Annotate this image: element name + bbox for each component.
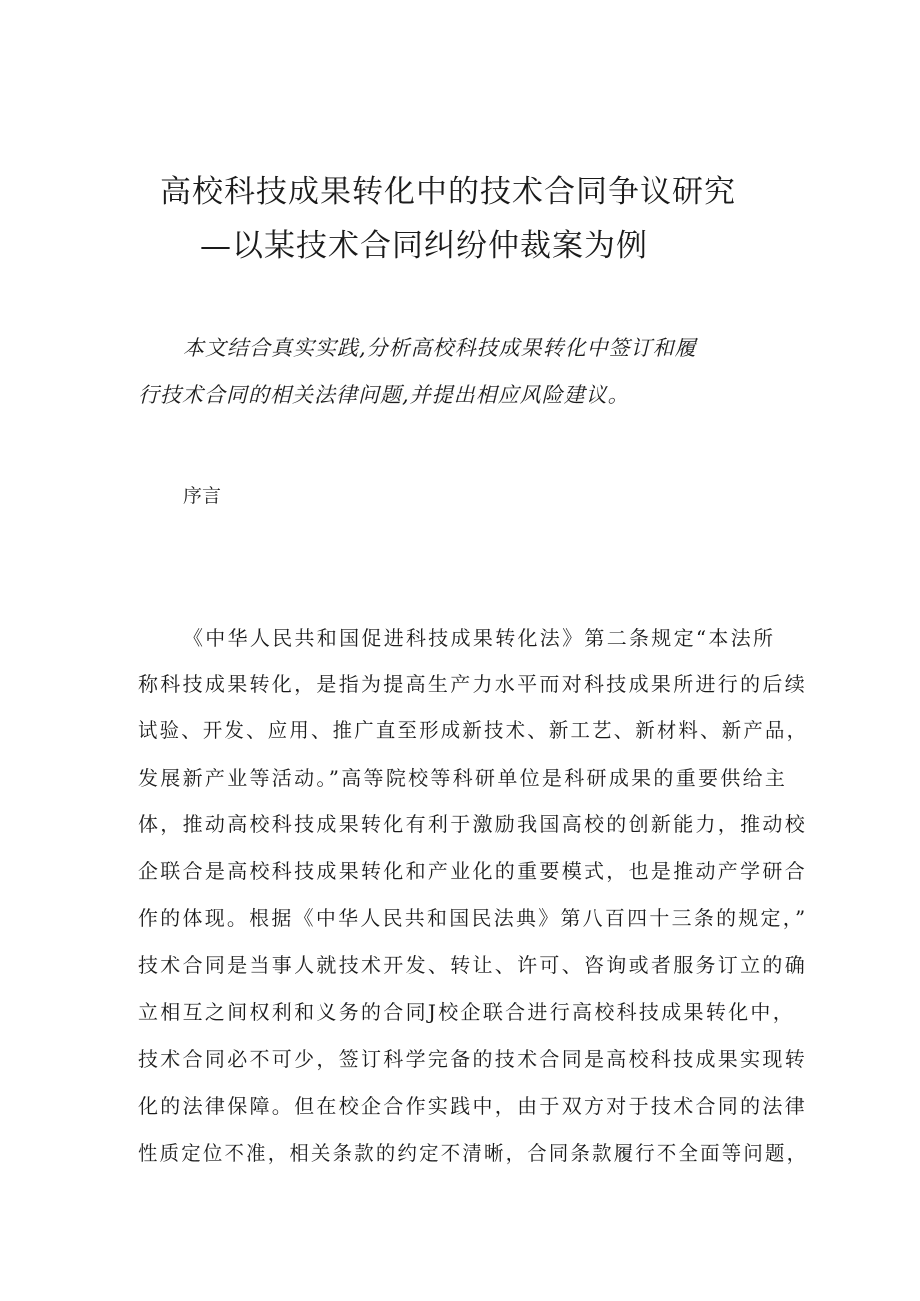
section-heading-preface: 序言 [183, 485, 222, 507]
body-line: 试验、开发、应用、推广直至形成新技术、新工艺、新材料、新产品， [138, 718, 809, 742]
body-line: 立相互之间权利和义务的合同J校企联合进行高校科技成果转化中， [138, 1000, 796, 1024]
body-line: 称科技成果转化，是指为提高生产力水平而对科技成果所进行的后续 [138, 672, 807, 696]
body-line: 作的体现。根据《中华人民共和国民法典》第八百四十三条的规定，” [138, 906, 808, 930]
document-title-line-2: —以某技术合同纠纷仲裁案为例 [200, 228, 648, 264]
body-line: 企联合是高校科技成果转化和产业化的重要模式，也是推动产学研合 [138, 859, 807, 883]
body-line: 技术合同必不可少，签订科学完备的技术合同是高校科技成果实现转 [138, 1047, 807, 1071]
abstract-line-2: 行技术合同的相关法律问题,并提出相应风险建议。 [138, 383, 630, 407]
body-line: 性质定位不准，相关条款的约定不清晰，合同条款履行不全面等问题， [138, 1141, 809, 1165]
body-line: 《中华人民共和国促进科技成果转化法》第二条规定“本法所 [183, 626, 776, 650]
body-line: 技术合同是当事人就技术开发、转让、许可、咨询或者服务订立的确 [138, 953, 807, 977]
body-line: 体，推动高校科技成果转化有利于激励我国高校的创新能力，推动校 [138, 812, 807, 836]
body-line: 发展新产业等活动。”高等院校等科研单位是科研成果的重要供给主 [138, 766, 788, 790]
abstract-line-1: 本文结合真实实践,分析高校科技成果转化中签订和履 [183, 336, 697, 360]
body-line: 化的法律保障。但在校企合作实践中，由于双方对于技术合同的法律 [138, 1094, 807, 1118]
document-title-line-1: 高校科技成果转化中的技术合同争议研究 [160, 174, 736, 210]
